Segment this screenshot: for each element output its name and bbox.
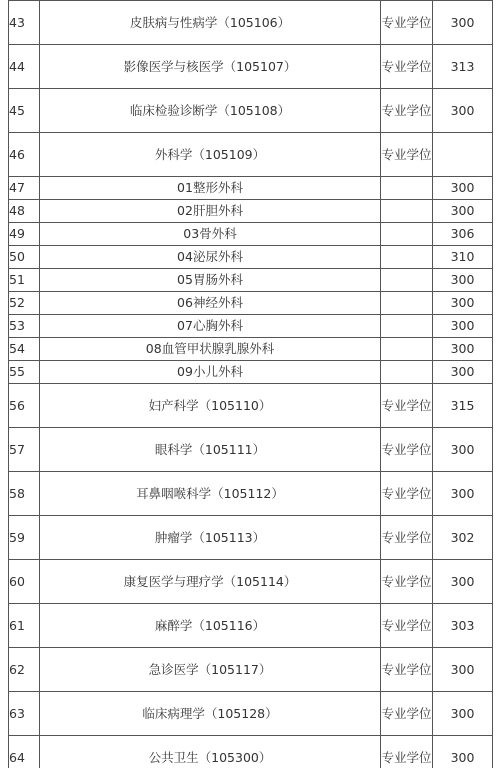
major-name-cell: 影像医学与核医学（105107） xyxy=(40,45,381,89)
score-cell: 300 xyxy=(433,315,493,338)
score-cell: 300 xyxy=(433,1,493,45)
degree-type-cell xyxy=(381,200,433,223)
table-row xyxy=(9,648,493,692)
row-number-cell: 53 xyxy=(9,315,40,338)
table-row xyxy=(9,472,493,516)
major-name-cell: 04泌尿外科 xyxy=(40,246,381,269)
table-row xyxy=(9,428,493,472)
row-number-cell: 58 xyxy=(9,472,40,516)
degree-type-cell: 专业学位 xyxy=(381,45,433,89)
major-name-cell: 03骨外科 xyxy=(40,223,381,246)
row-number-cell: 64 xyxy=(9,736,40,768)
score-table-body xyxy=(9,1,493,768)
score-cell: 313 xyxy=(433,45,493,89)
major-name-cell: 08血管甲状腺乳腺外科 xyxy=(40,338,381,361)
major-name-cell: 06神经外科 xyxy=(40,292,381,315)
table-row xyxy=(9,177,493,200)
table-row xyxy=(9,45,493,89)
score-cell: 300 xyxy=(433,472,493,516)
major-name-cell: 眼科学（105111） xyxy=(40,428,381,472)
degree-type-cell xyxy=(381,315,433,338)
row-number-cell: 52 xyxy=(9,292,40,315)
score-table xyxy=(8,0,493,768)
row-number-cell: 57 xyxy=(9,428,40,472)
row-number-cell: 49 xyxy=(9,223,40,246)
score-cell: 300 xyxy=(433,692,493,736)
score-cell: 315 xyxy=(433,384,493,428)
degree-type-cell: 专业学位 xyxy=(381,472,433,516)
row-number-cell: 51 xyxy=(9,269,40,292)
row-number-cell: 46 xyxy=(9,133,40,177)
score-cell: 300 xyxy=(433,200,493,223)
degree-type-cell: 专业学位 xyxy=(381,560,433,604)
degree-type-cell xyxy=(381,177,433,200)
major-name-cell: 临床病理学（105128） xyxy=(40,692,381,736)
degree-type-cell: 专业学位 xyxy=(381,133,433,177)
major-name-cell: 肿瘤学（105113） xyxy=(40,516,381,560)
score-cell: 310 xyxy=(433,246,493,269)
table-row xyxy=(9,736,493,768)
table-row xyxy=(9,560,493,604)
table-row xyxy=(9,292,493,315)
table-row xyxy=(9,269,493,292)
degree-type-cell: 专业学位 xyxy=(381,384,433,428)
degree-type-cell: 专业学位 xyxy=(381,1,433,45)
score-cell: 300 xyxy=(433,89,493,133)
score-cell: 300 xyxy=(433,177,493,200)
degree-type-cell xyxy=(381,292,433,315)
degree-type-cell xyxy=(381,269,433,292)
major-name-cell: 耳鼻咽喉科学（105112） xyxy=(40,472,381,516)
degree-type-cell xyxy=(381,361,433,384)
major-name-cell: 急诊医学（105117） xyxy=(40,648,381,692)
major-name-cell: 皮肤病与性病学（105106） xyxy=(40,1,381,45)
degree-type-cell: 专业学位 xyxy=(381,604,433,648)
table-row xyxy=(9,604,493,648)
degree-type-cell: 专业学位 xyxy=(381,516,433,560)
row-number-cell: 44 xyxy=(9,45,40,89)
row-number-cell: 48 xyxy=(9,200,40,223)
row-number-cell: 55 xyxy=(9,361,40,384)
degree-type-cell: 专业学位 xyxy=(381,648,433,692)
degree-type-cell: 专业学位 xyxy=(381,736,433,768)
row-number-cell: 45 xyxy=(9,89,40,133)
score-cell: 300 xyxy=(433,428,493,472)
degree-type-cell xyxy=(381,338,433,361)
row-number-cell: 43 xyxy=(9,1,40,45)
score-cell: 300 xyxy=(433,292,493,315)
table-row xyxy=(9,1,493,45)
score-cell: 302 xyxy=(433,516,493,560)
row-number-cell: 60 xyxy=(9,560,40,604)
table-row xyxy=(9,692,493,736)
score-cell: 306 xyxy=(433,223,493,246)
major-name-cell: 05胃肠外科 xyxy=(40,269,381,292)
major-name-cell: 02肝胆外科 xyxy=(40,200,381,223)
degree-type-cell xyxy=(381,246,433,269)
major-name-cell: 外科学（105109） xyxy=(40,133,381,177)
table-row xyxy=(9,89,493,133)
table-row xyxy=(9,200,493,223)
row-number-cell: 56 xyxy=(9,384,40,428)
score-cell: 300 xyxy=(433,560,493,604)
row-number-cell: 47 xyxy=(9,177,40,200)
table-row xyxy=(9,133,493,177)
major-name-cell: 麻醉学（105116） xyxy=(40,604,381,648)
major-name-cell: 临床检验诊断学（105108） xyxy=(40,89,381,133)
table-row xyxy=(9,246,493,269)
score-cell: 303 xyxy=(433,604,493,648)
row-number-cell: 50 xyxy=(9,246,40,269)
table-row xyxy=(9,384,493,428)
row-number-cell: 63 xyxy=(9,692,40,736)
table-row xyxy=(9,361,493,384)
degree-type-cell: 专业学位 xyxy=(381,89,433,133)
degree-type-cell: 专业学位 xyxy=(381,428,433,472)
table-row xyxy=(9,338,493,361)
table-row xyxy=(9,223,493,246)
major-name-cell: 妇产科学（105110） xyxy=(40,384,381,428)
score-cell xyxy=(433,133,493,177)
score-cell: 300 xyxy=(433,269,493,292)
row-number-cell: 59 xyxy=(9,516,40,560)
row-number-cell: 62 xyxy=(9,648,40,692)
table-row xyxy=(9,516,493,560)
major-name-cell: 09小儿外科 xyxy=(40,361,381,384)
degree-type-cell: 专业学位 xyxy=(381,692,433,736)
major-name-cell: 01整形外科 xyxy=(40,177,381,200)
score-cell: 300 xyxy=(433,338,493,361)
degree-type-cell xyxy=(381,223,433,246)
major-name-cell: 康复医学与理疗学（105114） xyxy=(40,560,381,604)
row-number-cell: 54 xyxy=(9,338,40,361)
score-cell: 300 xyxy=(433,361,493,384)
major-name-cell: 07心胸外科 xyxy=(40,315,381,338)
row-number-cell: 61 xyxy=(9,604,40,648)
score-cell: 300 xyxy=(433,736,493,768)
table-row xyxy=(9,315,493,338)
major-name-cell: 公共卫生（105300） xyxy=(40,736,381,768)
score-cell: 300 xyxy=(433,648,493,692)
